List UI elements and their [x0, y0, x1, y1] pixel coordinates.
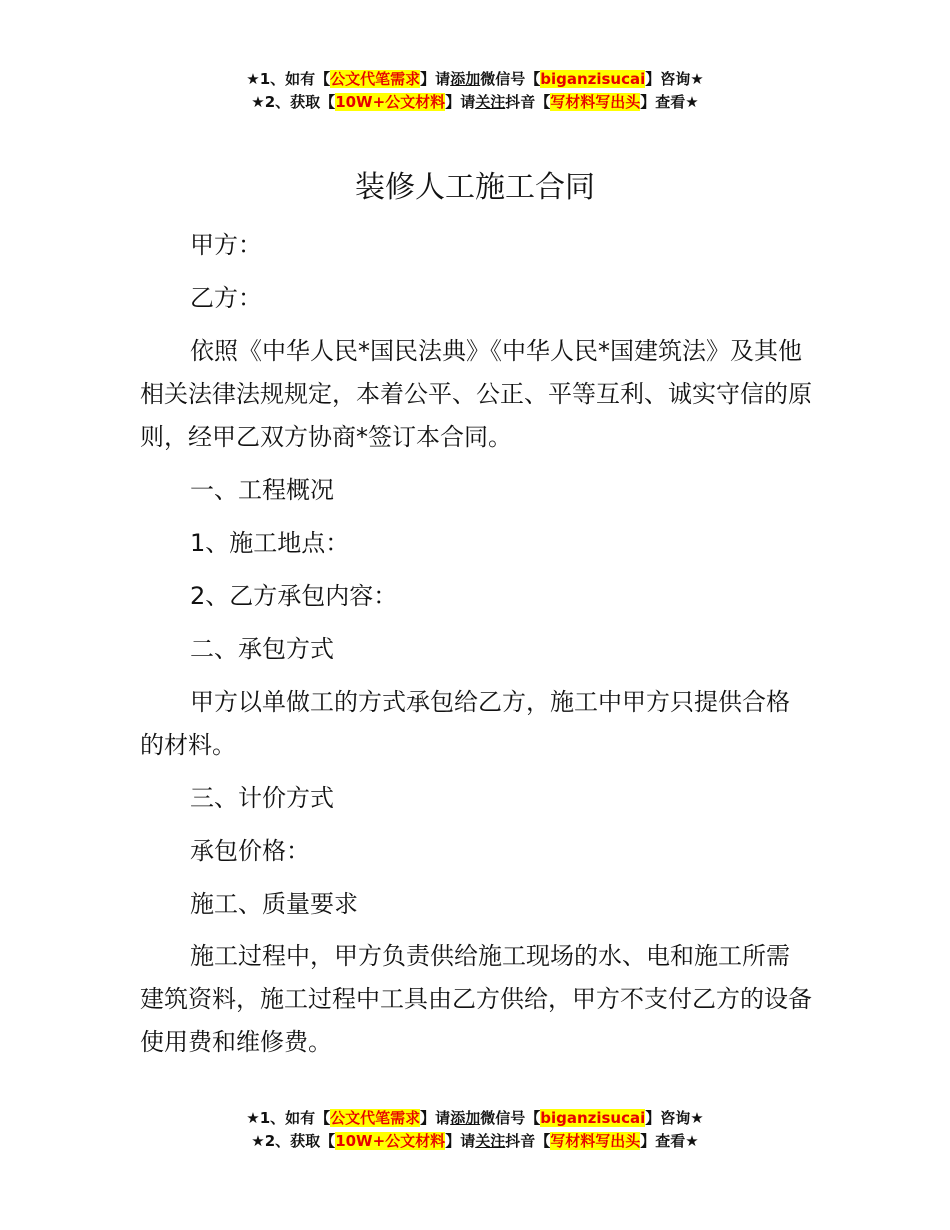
- banner-underlined-text: 添加: [450, 70, 481, 88]
- section-heading-project-overview: 一、工程概况: [190, 476, 334, 504]
- banner-text: 微信号【: [480, 70, 541, 88]
- banner-text: 】请: [420, 70, 451, 88]
- banner-highlight: 10W+公文材料: [335, 1132, 446, 1150]
- banner-highlight-douyin-account: 写材料写出头: [550, 93, 641, 111]
- banner-text: ★1、如有【: [246, 70, 331, 88]
- banner-text: 抖音【: [505, 1132, 551, 1150]
- banner-highlight-wechat-id: biganzisucai: [540, 70, 646, 88]
- contract-scope-line: 2、乙方承包内容：: [190, 582, 398, 610]
- footer-banner: [0, 1107, 950, 1153]
- banner-underlined-text: 关注: [475, 93, 506, 111]
- banner-text: 】查看★: [640, 93, 699, 111]
- banner-text: 微信号【: [480, 1109, 541, 1127]
- banner-underlined-text: 关注: [475, 1132, 506, 1150]
- section-heading-pricing: 三、计价方式: [190, 784, 334, 812]
- banner-highlight-douyin-account: 写材料写出头: [550, 1132, 641, 1150]
- banner-highlight: 公文代笔需求: [330, 70, 421, 88]
- banner-highlight: 公文代笔需求: [330, 1109, 421, 1127]
- banner-text: 】咨询★: [645, 70, 704, 88]
- party-b-line: 乙方：: [190, 284, 262, 312]
- banner-line-2: [0, 1130, 950, 1153]
- banner-highlight: 10W+公文材料: [335, 93, 446, 111]
- banner-text: 】查看★: [640, 1132, 699, 1150]
- banner-text: ★2、获取【: [251, 93, 336, 111]
- contract-price-line: 承包价格：: [190, 837, 310, 865]
- header-banner: [0, 68, 950, 114]
- banner-line-1: [0, 68, 950, 91]
- banner-text: ★2、获取【: [251, 1132, 336, 1150]
- banner-underlined-text: 添加: [450, 1109, 481, 1127]
- banner-text: 】请: [420, 1109, 451, 1127]
- section-heading-contract-method: 二、承包方式: [190, 635, 334, 663]
- banner-text: 抖音【: [505, 93, 551, 111]
- banner-text: ★1、如有【: [246, 1109, 331, 1127]
- construction-paragraph: 施工过程中，甲方负责供给施工现场的水、电和施工所需建筑资料，施工过程中工具由乙方供给，甲方不支付乙方的设备使用费和维修费。: [140, 942, 812, 1056]
- contract-method-paragraph: 甲方以单做工的方式承包给乙方，施工中甲方只提供合格的材料。: [140, 688, 790, 759]
- banner-text: 】请: [445, 1132, 476, 1150]
- banner-line-2: [0, 91, 950, 114]
- banner-highlight-wechat-id: biganzisucai: [540, 1109, 646, 1127]
- preamble-paragraph: 依照《中华人民*国民法典》《中华人民*国建筑法》及其他相关法律法规规定，本着公平、公正、平等互利、诚实守信的原则，经甲乙双方协商*签订本合同。: [140, 337, 812, 451]
- section-heading-quality: 施工、质量要求: [190, 890, 358, 918]
- document-title: 装修人工施工合同: [355, 170, 595, 205]
- party-a-line: 甲方：: [190, 231, 262, 259]
- banner-text: 】咨询★: [645, 1109, 704, 1127]
- construction-site-line: 1、施工地点：: [190, 529, 350, 557]
- banner-line-1: [0, 1107, 950, 1130]
- banner-text: 】请: [445, 93, 476, 111]
